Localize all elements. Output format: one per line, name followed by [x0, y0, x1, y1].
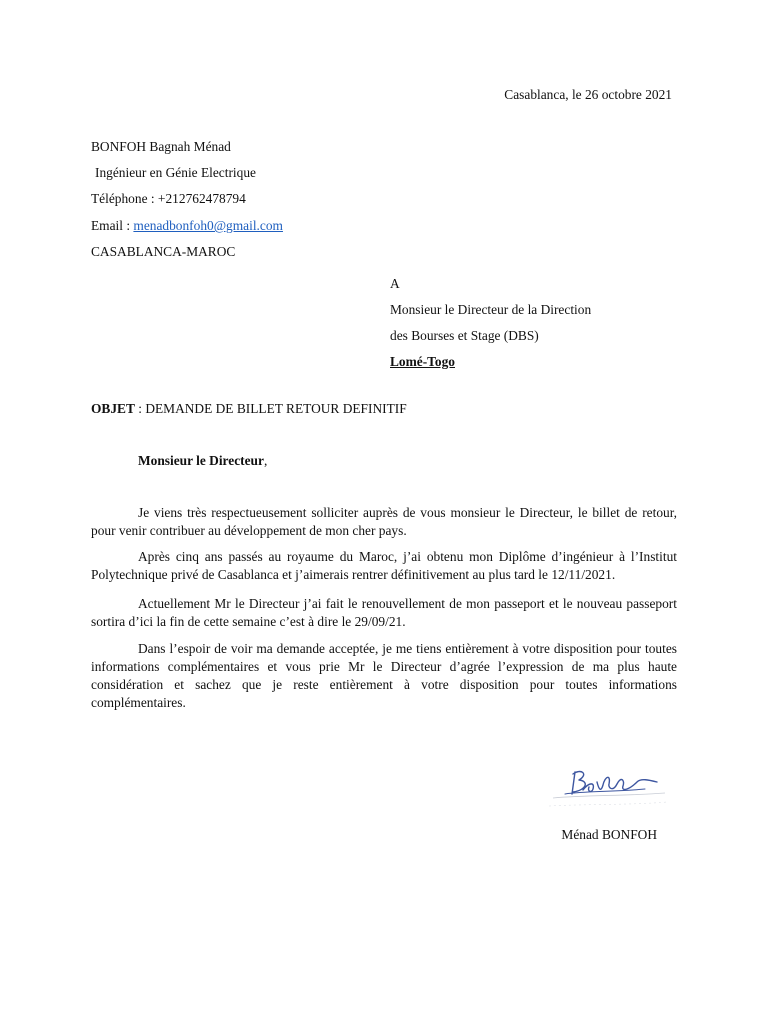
handwritten-signature: [545, 752, 670, 810]
recipient-city: Lomé-Togo: [390, 354, 455, 369]
object-label: OBJET: [91, 401, 135, 416]
sender-phone: Téléphone : +212762478794: [91, 191, 246, 206]
date-line: Casablanca, le 26 octobre 2021: [504, 87, 672, 102]
paragraph-2: [91, 548, 677, 584]
object-text: DEMANDE DE BILLET RETOUR DEFINITIF: [145, 401, 407, 416]
recipient-line-2: des Bourses et Stage (DBS): [390, 328, 539, 343]
salutation-punct: ,: [263, 453, 268, 468]
paragraph-4: [91, 640, 677, 712]
sender-title: Ingénieur en Génie Electrique: [95, 165, 256, 180]
paragraph-1-text: Je viens très respectueusement solliciter auprès de vous monsieur le Directeur, le billet de retour, pour venir contribuer au développement de mon cher pays.: [91, 505, 677, 539]
email-label: Email :: [91, 218, 134, 233]
sender-name: BONFOH Bagnah Ménad: [91, 139, 231, 154]
sender-email-line: [91, 217, 283, 235]
email-link[interactable]: menadbonfoh0@gmail.com: [133, 218, 283, 233]
recipient-line-1: Monsieur le Directeur de la Direction: [390, 302, 592, 317]
salutation-text: Monsieur le Directeur: [138, 453, 264, 468]
recipient-prefix: A: [390, 276, 400, 291]
object-separator: :: [134, 401, 146, 416]
signer-name: Ménad BONFOH: [561, 827, 657, 842]
paragraph-3-text: Actuellement Mr le Directeur j’ai fait le renouvellement de mon passeport et le nouveau passeport sortira d’ici la fin de cette semaine c’est à dire le 29/09/21.: [91, 596, 677, 630]
salutation: [138, 452, 267, 470]
paragraph-2-text: Après cinq ans passés au royaume du Maroc, j’ai obtenu mon Diplôme d’ingénieur à l’Institut Polytechnique privé de Casablanca et j’aimerais rentrer définitivement au plus tard le 12/11/2021.: [91, 549, 677, 583]
object-line: [91, 400, 407, 418]
paragraph-1: [91, 504, 677, 540]
sender-location: CASABLANCA-MAROC: [91, 244, 236, 259]
paragraph-3: [91, 595, 677, 631]
paragraph-4-text: Dans l’espoir de voir ma demande acceptée, je me tiens entièrement à votre disposition pour toutes informations complémentaires et vous prie Mr le Directeur d’agrée l’expression de ma plus haute considération et sachez que je reste entièrement à votre disposition pour toutes informations complémentaires.: [91, 641, 677, 711]
